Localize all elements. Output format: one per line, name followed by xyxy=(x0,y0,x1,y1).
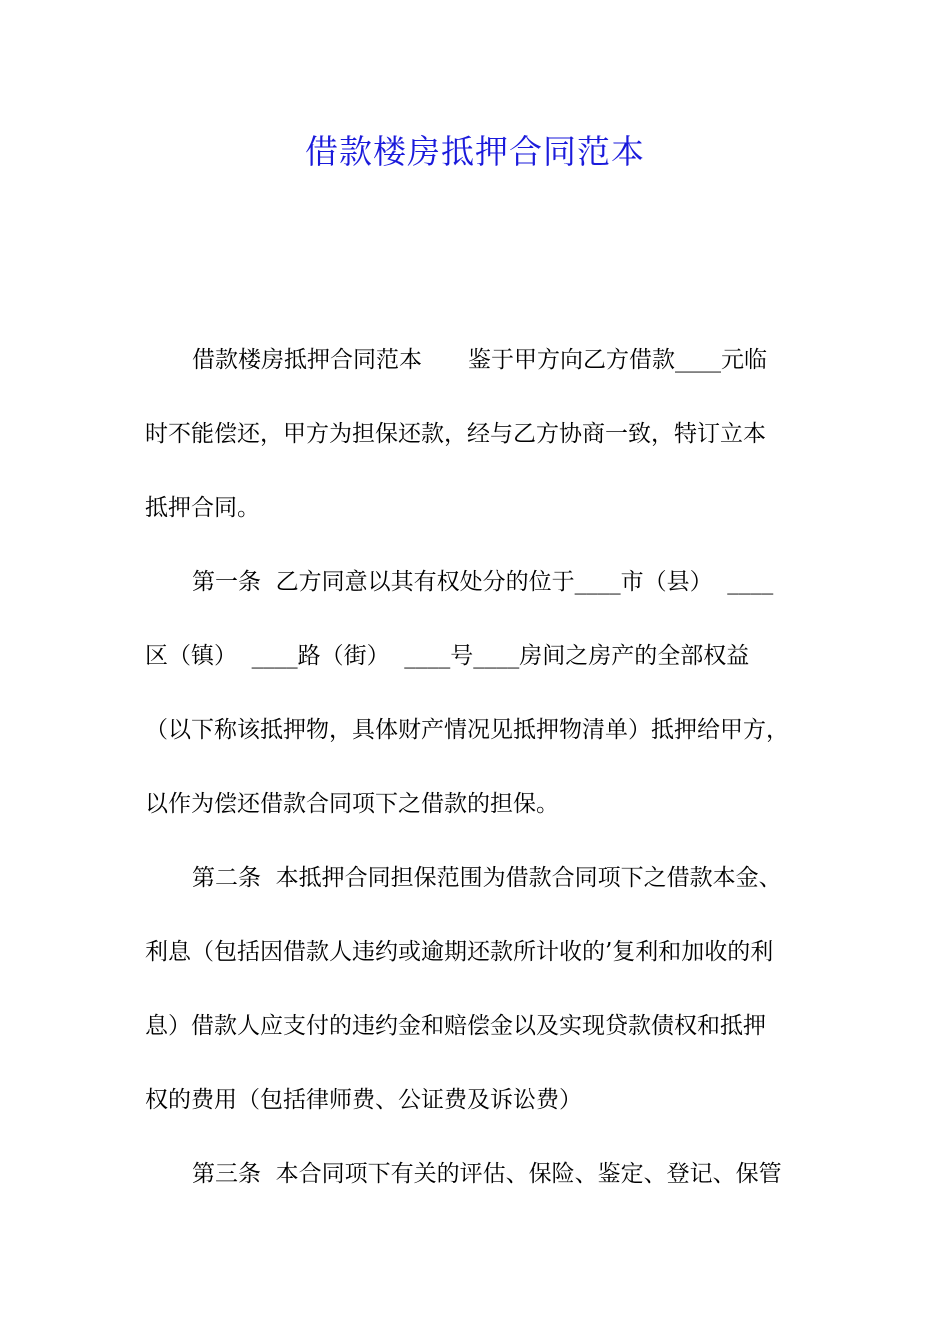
body-line-7: 以作为偿还借款合同项下之借款的担保。 xyxy=(145,791,559,817)
body-line-4: 第一条 乙方同意以其有权处分的位于____市（县） ____ xyxy=(192,569,774,595)
body-line-6: （以下称该抵押物，具体财产情况见抵押物清单）抵押给甲方， xyxy=(145,717,789,743)
body-line-2: 时不能偿还，甲方为担保还款，经与乙方协商一致，特订立本 xyxy=(145,421,766,447)
body-line-12: 第三条 本合同项下有关的评估、保险、鉴定、登记、保管 xyxy=(192,1161,782,1187)
body-line-10: 息）借款人应支付的违约金和赔偿金以及实现贷款债权和抵押 xyxy=(145,1013,766,1039)
body-line-1: 借款楼房抵押合同范本 鉴于甲方向乙方借款____元临 xyxy=(192,347,767,373)
document-title: 借款楼房抵押合同范本 xyxy=(305,132,645,171)
body-line-8: 第二条 本抵押合同担保范围为借款合同项下之借款本金、 xyxy=(192,865,782,891)
body-line-11: 权的费用（包括律师费、公证费及诉讼费） xyxy=(145,1087,582,1113)
body-line-9: 利息（包括因借款人违约或逾期还款所计收的’复利和加收的利 xyxy=(145,939,774,965)
body-line-5: 区（镇） ____路（街） ____号____房间之房产的全部权益 xyxy=(145,643,750,669)
body-line-3: 抵押合同。 xyxy=(145,495,260,521)
